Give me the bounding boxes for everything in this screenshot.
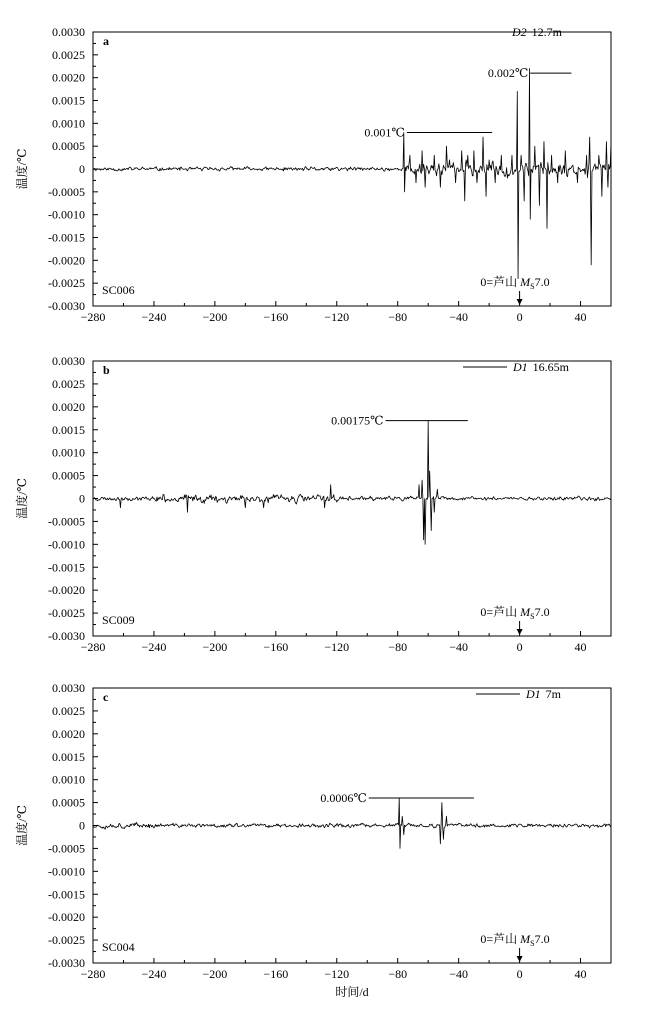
panel-b <box>14 354 611 654</box>
y-tick-label: 0.0025 <box>52 376 85 391</box>
x-tick-label: −160 <box>263 967 289 981</box>
x-tick-label: −80 <box>388 310 408 324</box>
event-mag: 7.0 <box>534 932 550 946</box>
y-tick-label: -0.0020 <box>48 583 85 598</box>
series-line <box>93 421 611 545</box>
y-tick-label: 0.0010 <box>52 116 85 131</box>
y-tick-label: -0.0020 <box>48 253 85 268</box>
panel-label: c <box>103 690 109 704</box>
series-line <box>93 798 611 848</box>
x-tick-label: −280 <box>80 640 106 654</box>
x-tick-label: −40 <box>449 640 469 654</box>
y-tick-label: 0.0005 <box>52 795 85 810</box>
y-tick-label: -0.0010 <box>48 207 85 222</box>
y-tick-label: -0.0015 <box>48 230 85 245</box>
x-tick-label: −40 <box>449 310 469 324</box>
y-tick-label: 0.0015 <box>52 93 85 108</box>
legend-depth-label: D2 <box>512 25 527 39</box>
y-tick-label: -0.0020 <box>48 910 85 925</box>
panel-label: a <box>103 34 109 48</box>
x-tick-label: 40 <box>574 310 587 324</box>
y-axis-title: 温度/℃ <box>15 478 29 519</box>
y-tick-label: -0.0010 <box>48 864 85 879</box>
event-prefix: 0=芦山 <box>480 932 521 946</box>
y-tick-label: 0.0020 <box>52 726 85 741</box>
legend-depth-value: 16.65m <box>532 360 570 374</box>
x-tick-label: −40 <box>449 967 469 981</box>
y-tick-label: 0.0010 <box>52 445 85 460</box>
y-tick-label: 0.0005 <box>52 468 85 483</box>
y-tick-label: -0.0005 <box>48 841 85 856</box>
y-tick-label: 0.0030 <box>52 354 85 368</box>
y-tick-label: -0.0030 <box>48 956 85 970</box>
station-label: SC006 <box>102 283 135 297</box>
event-m: M <box>520 932 531 946</box>
event-m: M <box>520 275 531 289</box>
y-tick-label: -0.0010 <box>48 537 85 552</box>
x-tick-label: −280 <box>80 310 106 324</box>
y-tick-label: 0 <box>79 818 85 833</box>
x-tick-label: −120 <box>324 640 350 654</box>
event-prefix: 0=芦山 <box>480 275 521 289</box>
x-tick-label: −240 <box>141 310 167 324</box>
legend-depth-label: D1 <box>526 687 541 701</box>
x-axis-title: 时间/d <box>335 985 369 999</box>
legend-depth-value: 7m <box>545 687 562 701</box>
x-tick-label: −280 <box>80 967 106 981</box>
x-tick-label: −80 <box>388 967 408 981</box>
y-tick-label: -0.0025 <box>48 276 85 291</box>
event-arrow-head <box>517 299 523 305</box>
event-arrow-head <box>517 629 523 635</box>
y-tick-label: 0 <box>79 491 85 506</box>
y-tick-label: 0.0010 <box>52 772 85 787</box>
annotation-label: 0.001℃ <box>364 125 405 140</box>
event-arrow-head <box>517 956 523 962</box>
y-tick-label: 0.0030 <box>52 681 85 695</box>
y-axis-title: 温度/℃ <box>15 148 29 190</box>
x-tick-label: −240 <box>141 640 167 654</box>
annotation-label: 0.00175℃ <box>331 413 384 428</box>
y-tick-label: -0.0025 <box>48 933 85 948</box>
y-tick-label: 0.0020 <box>52 399 85 414</box>
event-prefix: 0=芦山 <box>480 605 521 619</box>
y-axis-title: 温度/℃ <box>15 805 29 846</box>
plot-frame <box>93 361 611 636</box>
annotation-label: 0.002℃ <box>487 66 529 81</box>
legend-text <box>525 687 562 701</box>
y-tick-label: 0.0005 <box>52 139 85 154</box>
legend-text <box>511 25 563 39</box>
event-m: M <box>520 605 531 619</box>
y-tick-label: -0.0025 <box>48 606 85 621</box>
y-tick-label: 0.0015 <box>52 422 85 437</box>
x-tick-label: −240 <box>141 967 167 981</box>
annotation-label: 0.0006℃ <box>320 791 367 805</box>
x-tick-label: −200 <box>202 640 228 654</box>
panel-label: b <box>103 363 110 377</box>
y-tick-label: 0 <box>79 162 85 176</box>
y-tick-label: 0.0030 <box>52 25 85 39</box>
y-tick-label: -0.0030 <box>48 629 85 643</box>
y-tick-label: 0.0025 <box>52 703 85 718</box>
event-label <box>480 932 549 948</box>
legend-depth-label: D1 <box>513 360 528 374</box>
y-tick-label: 0.0020 <box>52 70 85 85</box>
x-tick-label: −120 <box>324 310 350 324</box>
y-tick-label: 0.0015 <box>52 749 85 764</box>
event-mag: 7.0 <box>534 605 550 619</box>
x-tick-label: 40 <box>574 967 587 981</box>
x-tick-label: −160 <box>263 310 289 324</box>
station-label: SC004 <box>102 940 135 954</box>
x-tick-label: −200 <box>202 310 228 324</box>
y-tick-label: 0.0025 <box>52 47 85 62</box>
series-line <box>93 69 611 279</box>
x-tick-label: −120 <box>324 967 350 981</box>
station-label: SC009 <box>102 613 135 627</box>
x-tick-label: −160 <box>263 640 289 654</box>
event-sub: S <box>530 939 535 948</box>
x-tick-label: −200 <box>202 967 228 981</box>
y-tick-label: -0.0005 <box>48 514 85 529</box>
event-label <box>480 275 549 291</box>
panel-a <box>14 25 611 324</box>
y-tick-label: -0.0005 <box>48 184 85 199</box>
event-sub: S <box>530 282 535 291</box>
legend-depth-value: 12.7m <box>531 25 563 39</box>
event-label <box>480 605 549 621</box>
legend-text <box>512 360 570 374</box>
x-tick-label: −80 <box>388 640 408 654</box>
x-tick-label: 0 <box>516 310 523 324</box>
panel-c <box>14 681 611 999</box>
y-tick-label: -0.0030 <box>48 299 85 313</box>
y-tick-label: -0.0015 <box>48 887 85 902</box>
event-sub: S <box>530 612 535 621</box>
x-tick-label: 0 <box>516 640 523 654</box>
x-tick-label: 40 <box>574 640 587 654</box>
y-tick-label: -0.0015 <box>48 560 85 575</box>
event-mag: 7.0 <box>534 275 550 289</box>
x-tick-label: 0 <box>516 967 523 981</box>
